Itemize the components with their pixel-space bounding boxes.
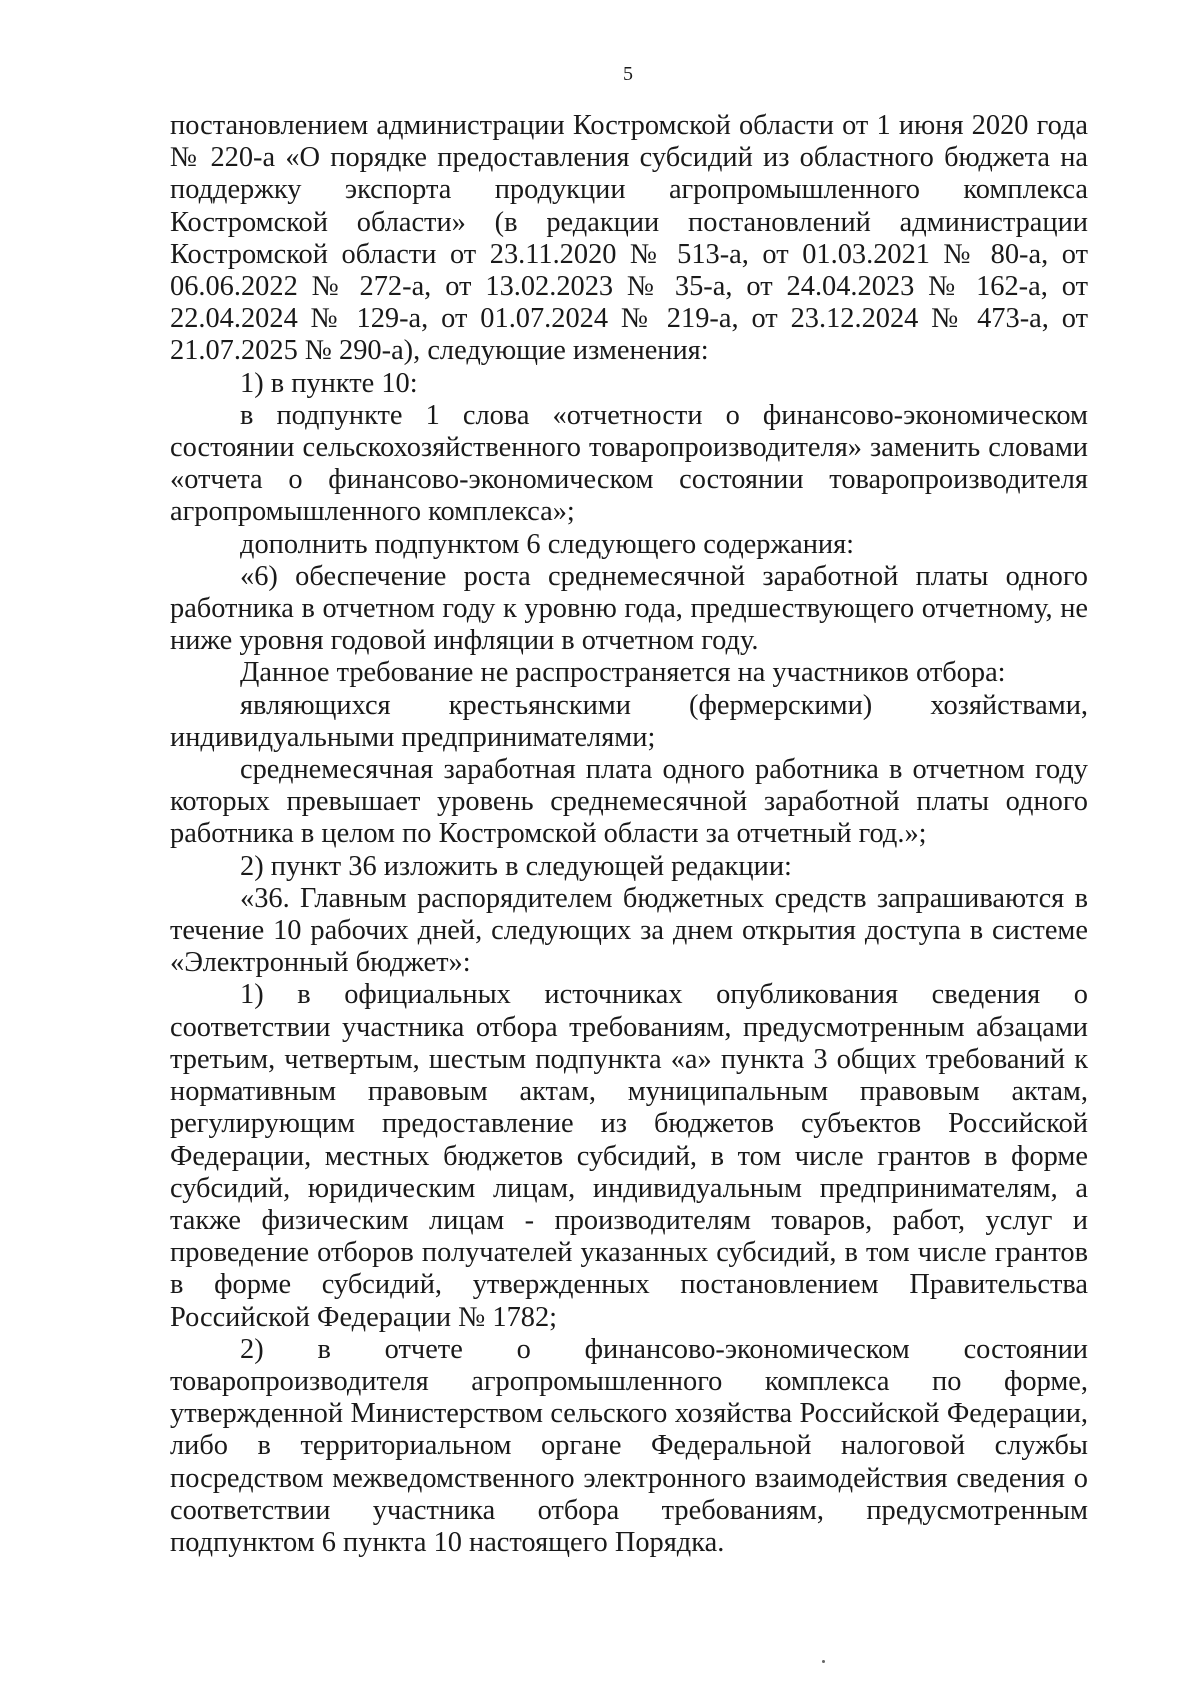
scan-artifact [822, 1660, 825, 1663]
paragraph-requirement-exception: Данное требование не распространяется на участников отбора: [240, 657, 1006, 689]
paragraph-item-2-heading: 2) пункт 36 изложить в следующей редакции: [240, 850, 792, 882]
paragraph-item-36-sub-2: 2) в отчете о финансово-экономическом состоянии товаропроизводителя агропромышленного комплекса по форме, утвержденной Министерством сельского хозяйства Российской Федерации, либо в территориальном органе Федеральной налоговой службы посредством межведомственного электронного взаимодействия сведения о соответствии участника отбора требованиям, предусмотренным подпунктом 6 пункта 10 настоящего Порядка. [170, 1333, 1088, 1558]
paragraph-subitem-6-text: «6) обеспечение роста среднемесячной заработной платы одного работника в отчетном году к уровню года, предшествующего отчетному, не ниже уровня годовой инфляции в отчетном году. [170, 560, 1088, 657]
paragraph-item-36-text: «36. Главным распорядителем бюджетных средств запрашиваются в течение 10 рабочих дней, следующих за днем открытия доступа в системе «Электронный бюджет»: [170, 882, 1088, 979]
paragraph-item-36-sub-1: 1) в официальных источниках опубликования сведения о соответствии участника отбора требованиям, предусмотренным абзацами третьим, четвертым, шестым подпункта «а» пункта 3 общих требований к нормативным правовым актам, муниципальным правовым актам, регулирующим предоставление из бюджетов субъектов Российской Федерации, местных бюджетов субсидий, в том числе грантов в форме субсидий, юридическим лицам, индивидуальным предпринимателям, а также физическим лицам - производителям товаров, работ, услуг и проведение отборов получателей указанных субсидий, в том числе грантов в форме субсидий, утвержденных постановлением Правительства Российской Федерации № 1782; [170, 979, 1088, 1333]
page-number: 5 [623, 63, 633, 85]
paragraph-item-1-heading: 1) в пункте 10: [240, 367, 418, 399]
paragraph-exception-salary: среднемесячная заработная плата одного работника в отчетном году которых превышает уровень среднемесячной заработной платы одного работника в целом по Костромской области за отчетный год.»; [170, 754, 1088, 850]
paragraph-exception-farms: являющихся крестьянскими (фермерскими) хозяйствами, индивидуальными предпринимателями; [170, 689, 1088, 753]
paragraph-subitem-1-change: в подпункте 1 слова «отчетности о финансово-экономическом состоянии сельскохозяйственного товаропроизводителя» заменить словами «отчета о финансово-экономическом состоянии товаропроизводителя агропромышленного комплекса»; [170, 399, 1088, 528]
paragraph-add-subitem-6: дополнить подпунктом 6 следующего содержания: [240, 528, 855, 560]
document-body [170, 110, 1088, 1559]
paragraph-intro: постановлением администрации Костромской области от 1 июня 2020 года № 220-а «О порядке предоставления субсидий из областного бюджета на поддержку экспорта продукции агропромышленного комплекса Костромской области» (в редакции постановлений администрации Костромской области от 23.11.2020 № 513-а, от 01.03.2021 № 80-а, от 06.06.2022 № 272-а, от 13.02.2023 № 35-а, от 24.04.2023 № 162-а, от 22.04.2024 № 129-а, от 01.07.2024 № 219-а, от 23.12.2024 № 473-а, от 21.07.2025 № 290-а), следующие изменения: [170, 110, 1088, 367]
